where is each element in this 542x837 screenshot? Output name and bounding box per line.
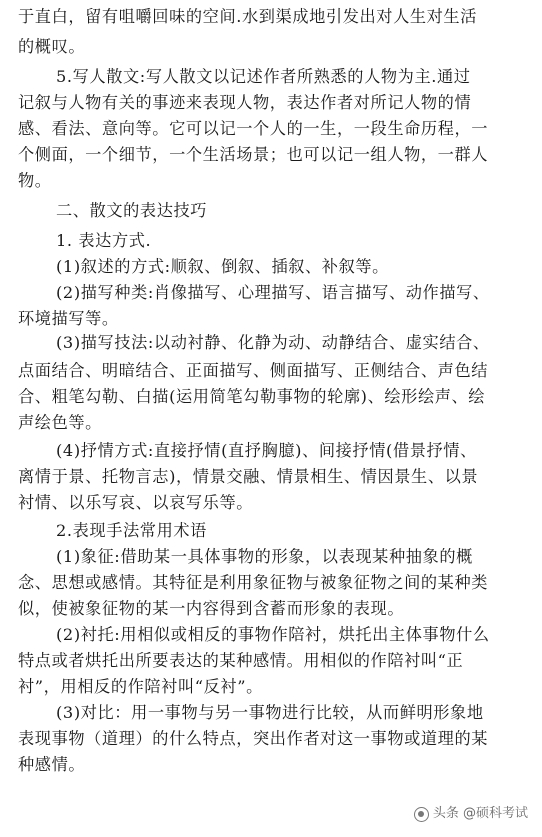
text-line: 于直白，留有咀嚼回味的空间.水到渠成地引发出对人生对生活 xyxy=(18,7,478,26)
text-line: 2.表现手法常用术语 xyxy=(56,521,207,540)
text-line: (4)抒情方式:直接抒情(直抒胸臆)、间接抒情(借景抒情、 xyxy=(56,441,477,460)
text-line: 点面结合、明暗结合、正面描写、侧面描写、正侧结合、声色结 xyxy=(18,361,489,380)
text-line: 环境描写等。 xyxy=(18,309,119,328)
text-line: 物。 xyxy=(18,171,52,190)
text-line: (3)对比：用一事物与另一事物进行比较，从而鲜明形象地 xyxy=(56,703,484,722)
text-line: 种感情。 xyxy=(18,755,86,774)
text-line: 记叙与人物有关的事迹来表现人物，表达作者对所记人物的情 xyxy=(18,93,472,112)
text-line: 个侧面，一个细节，一个生活场景；也可以记一组人物，一群人 xyxy=(18,145,489,164)
text-line: 1. 表达方式. xyxy=(56,231,152,250)
text-line: (3)描写技法:以动衬静、化静为动、动静结合、虚实结合、 xyxy=(56,333,490,352)
text-line: 合、粗笔勾勒、白描(运用简笔勾勒事物的轮廓)、绘形绘声、绘 xyxy=(18,387,486,406)
text-line: (2)衬托:用相似或相反的事物作陪衬，烘托出主体事物什么 xyxy=(56,625,490,644)
text-line: 声绘色等。 xyxy=(18,413,102,432)
toutiao-logo-icon xyxy=(414,807,429,822)
text-line: 特点或者烘托出所要表达的某种感情。用相似的作陪衬叫“正 xyxy=(18,651,464,670)
text-line: (2)描写种类:肖像描写、心理描写、语言描写、动作描写、 xyxy=(56,283,490,302)
text-line: 二、散文的表达技巧 xyxy=(56,201,208,220)
text-line: 念、思想或感情。其特征是利用象征物与被象征物之间的某种类 xyxy=(18,573,489,592)
text-line: 衬”，用相反的作陪衬叫“反衬”。 xyxy=(18,677,263,696)
text-line: 感、看法、意向等。它可以记一个人的一生，一段生命历程，一 xyxy=(18,119,489,138)
text-line: 似，使被象征物的某一内容得到含蓄而形象的表现。 xyxy=(18,599,405,618)
text-line: 的概叹。 xyxy=(18,37,86,56)
text-line: 5.写人散文:写人散文以记述作者所熟悉的人物为主.通过 xyxy=(56,67,471,86)
watermark-text: 头条 @硕科考试 xyxy=(432,806,528,821)
text-line: 衬情、以乐写哀、以哀写乐等。 xyxy=(18,493,254,512)
text-line: (1)象征:借助某一具体事物的形象，以表现某种抽象的概 xyxy=(56,547,473,566)
text-line: 离情于景、托物言志)，情景交融、情景相生、情因景生、以景 xyxy=(18,467,479,486)
text-line: (1)叙述的方式:顺叙、倒叙、插叙、补叙等。 xyxy=(56,257,389,276)
watermark xyxy=(414,805,528,823)
text-line: 表现事物（道理）的什么特点，突出作者对这一事物或道理的某 xyxy=(18,729,489,748)
